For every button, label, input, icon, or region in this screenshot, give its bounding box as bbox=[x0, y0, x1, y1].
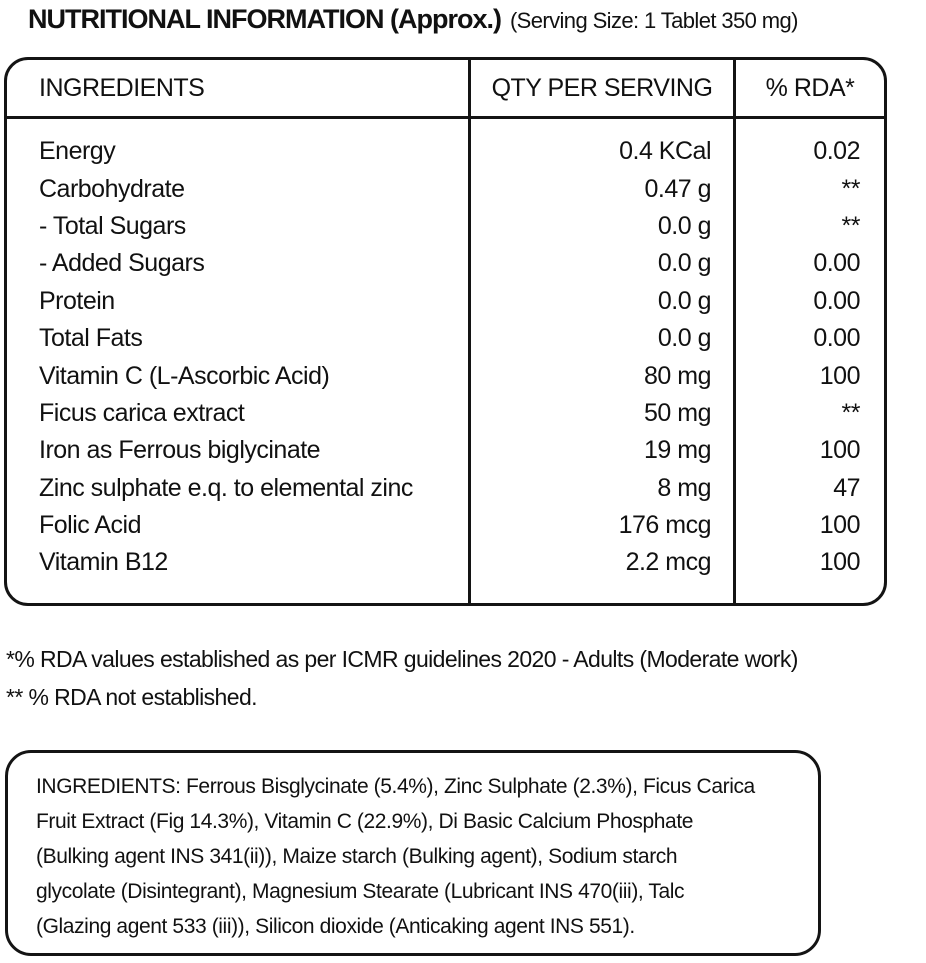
cell-qty: 0.0 g bbox=[657, 286, 711, 315]
cell-rda: 0.00 bbox=[813, 324, 860, 353]
table-row bbox=[7, 208, 884, 245]
cell-qty: 0.4 KCal bbox=[619, 137, 711, 166]
header-ingredients: INGREDIENTS bbox=[39, 73, 205, 102]
table-row bbox=[7, 245, 884, 282]
ingredients-box bbox=[5, 750, 821, 956]
cell-qty: 0.47 g bbox=[644, 174, 711, 203]
header-rda: % RDA* bbox=[765, 73, 855, 102]
title-main: NUTRITIONAL INFORMATION (Approx.) bbox=[28, 4, 501, 34]
cell-ingredient: Protein bbox=[39, 286, 115, 315]
cell-rda: 100 bbox=[819, 436, 860, 465]
cell-rda: 100 bbox=[819, 548, 860, 577]
cell-rda: 0.00 bbox=[813, 249, 860, 278]
table-row bbox=[7, 470, 884, 507]
table-row bbox=[7, 283, 884, 320]
ingredients-text-line: (Bulking agent INS 341(ii)), Maize starch (Bulking agent), Sodium starch bbox=[36, 845, 678, 868]
footnote-line: ** % RDA not established. bbox=[6, 684, 257, 710]
footnotes bbox=[6, 640, 926, 716]
table-row bbox=[7, 357, 884, 394]
title-serving-size: (Serving Size: 1 Tablet 350 mg) bbox=[509, 8, 798, 33]
cell-rda: ** bbox=[841, 211, 860, 240]
cell-ingredient: Vitamin C (L-Ascorbic Acid) bbox=[39, 361, 330, 390]
table-row bbox=[7, 395, 884, 432]
page-title bbox=[28, 4, 926, 35]
table-row bbox=[7, 507, 884, 544]
footnote-line: *% RDA values established as per ICMR guidelines 2020 - Adults (Moderate work) bbox=[6, 646, 798, 672]
ingredients-text-line: INGREDIENTS: Ferrous Bisglycinate (5.4%), Zinc Sulphate (2.3%), Ficus Carica bbox=[36, 775, 755, 798]
ingredients-text-line: glycolate (Disintegrant), Magnesium Stearate (Lubricant INS 470(iii), Talc bbox=[36, 880, 685, 903]
nutrition-table bbox=[4, 57, 887, 606]
cell-ingredient: Energy bbox=[39, 137, 116, 166]
cell-ingredient: - Total Sugars bbox=[39, 211, 186, 240]
cell-ingredient: Ficus carica extract bbox=[39, 398, 245, 427]
table-header-row bbox=[7, 60, 884, 119]
table-row bbox=[7, 544, 884, 581]
column-divider-1 bbox=[468, 60, 471, 603]
cell-rda: 100 bbox=[819, 511, 860, 540]
cell-qty: 50 mg bbox=[644, 398, 711, 427]
cell-ingredient: Total Fats bbox=[39, 324, 143, 353]
cell-ingredient: Iron as Ferrous biglycinate bbox=[39, 436, 321, 465]
column-divider-2 bbox=[733, 60, 736, 603]
cell-qty: 0.0 g bbox=[657, 211, 711, 240]
table-row bbox=[7, 432, 884, 469]
cell-qty: 2.2 mcg bbox=[625, 548, 711, 577]
cell-qty: 0.0 g bbox=[657, 249, 711, 278]
cell-qty: 19 mg bbox=[644, 436, 711, 465]
cell-rda: 0.00 bbox=[813, 286, 860, 315]
cell-rda: 47 bbox=[833, 473, 860, 502]
cell-qty: 0.0 g bbox=[657, 324, 711, 353]
ingredients-text-line: (Glazing agent 533 (iii)), Silicon dioxide (Anticaking agent INS 551). bbox=[36, 915, 635, 938]
table-body bbox=[7, 119, 884, 582]
cell-ingredient: Vitamin B12 bbox=[39, 548, 168, 577]
table-row bbox=[7, 133, 884, 170]
cell-ingredient: Zinc sulphate e.q. to elemental zinc bbox=[39, 473, 413, 502]
cell-qty: 80 mg bbox=[644, 361, 711, 390]
cell-ingredient: Folic Acid bbox=[39, 511, 141, 540]
cell-ingredient: Carbohydrate bbox=[39, 174, 185, 203]
table-row bbox=[7, 170, 884, 207]
cell-ingredient: - Added Sugars bbox=[39, 249, 205, 278]
table-row bbox=[7, 320, 884, 357]
cell-rda: ** bbox=[841, 398, 860, 427]
header-qty-per-serving: QTY PER SERVING bbox=[491, 73, 713, 102]
cell-rda: 0.02 bbox=[813, 137, 860, 166]
cell-rda: ** bbox=[841, 174, 860, 203]
cell-rda: 100 bbox=[819, 361, 860, 390]
cell-qty: 8 mg bbox=[657, 473, 711, 502]
ingredients-text-line: Fruit Extract (Fig 14.3%), Vitamin C (22.9%), Di Basic Calcium Phosphate bbox=[36, 810, 694, 833]
cell-qty: 176 mcg bbox=[618, 511, 711, 540]
